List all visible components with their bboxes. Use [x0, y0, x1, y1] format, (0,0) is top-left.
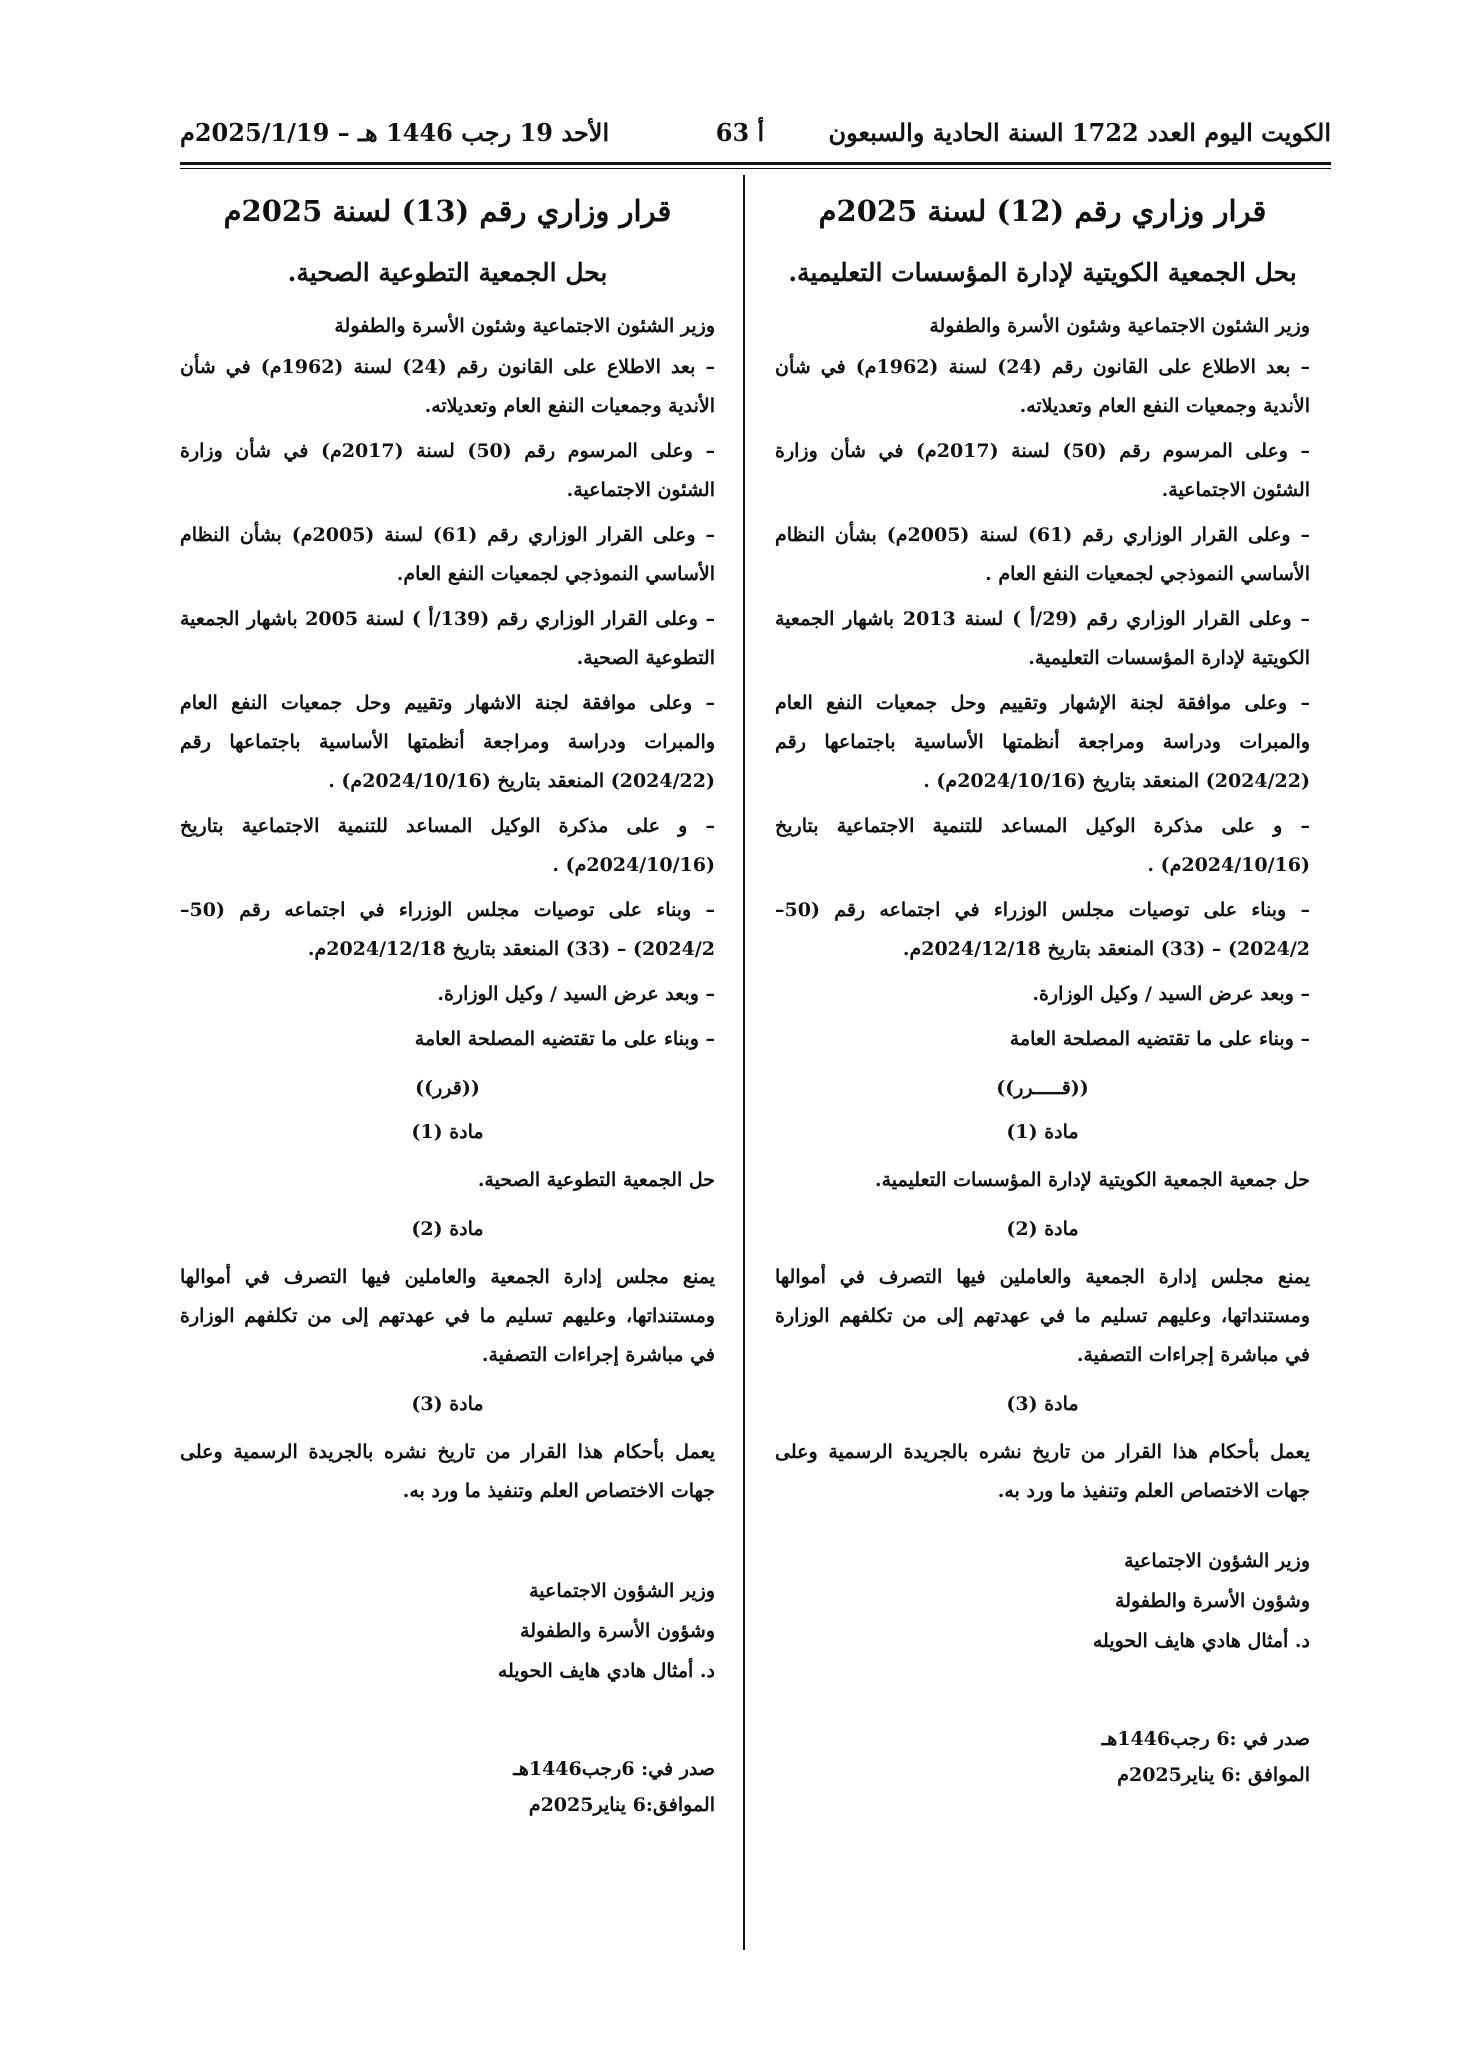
article-3-text: يعمل بأحكام هذا القرار من تاريخ نشره بالجريدة الرسمية وعلى جهات الاختصاص العلم وتنفيذ ما ورد به.: [180, 1441, 715, 1502]
article-3-title: مادة (3): [411, 1393, 484, 1415]
article-2-text: يمنع مجلس إدارة الجمعية والعاملين فيها التصرف في أموالها ومستنداتها، وعليهم تسليم ما في عهدتهم إلى من تكلفهم الوزارة في مباشرة إجراءات التصفية.: [180, 1266, 715, 1366]
issued-date: صدر في :6 رجب1446هـ: [1101, 1728, 1310, 1750]
minister-intro: وزير الشئون الاجتماعية وشئون الأسرة والطفولة: [929, 315, 1310, 337]
preamble-item: – وبناء على ما تقتضيه المصلحة العامة: [414, 1028, 715, 1050]
corresponding-date: الموافق :6 يناير2025م: [1117, 1764, 1310, 1786]
article-1-text: حل الجمعية التطوعية الصحية.: [477, 1169, 715, 1191]
signature-name: د. أمثال هادي هايف الحويله: [497, 1660, 715, 1682]
signature-line: وشؤون الأسرة والطفولة: [1115, 1590, 1310, 1612]
decided-heading: ((قرر)): [415, 1077, 480, 1099]
decision-12-column: [775, 190, 1310, 1793]
header-issue-info: الكويت اليوم العدد 1722 السنة الحادية والسبعون: [828, 118, 1331, 147]
decision-subtitle: بحل الجمعية التطوعية الصحية.: [287, 258, 608, 287]
preamble-item: – و على مذكرة الوكيل المساعد للتنمية الاجتماعية بتاريخ (2024/10/16م) .: [180, 815, 715, 876]
preamble-item: – بعد الاطلاع على القانون رقم (24) لسنة (1962م) في شأن الأندية وجمعيات النفع العام وتعديلاته.: [180, 356, 715, 417]
article-3-text: يعمل بأحكام هذا القرار من تاريخ نشره بالجريدة الرسمية وعلى جهات الاختصاص العلم وتنفيذ ما ورد به.: [775, 1441, 1310, 1502]
preamble-item: – وعلى القرار الوزاري رقم (139/أ ) لسنة 2005 باشهار الجمعية التطوعية الصحية.: [180, 608, 715, 669]
preamble-item: – بعد الاطلاع على القانون رقم (24) لسنة (1962م) في شأن الأندية وجمعيات النفع العام وتعديلاته.: [775, 356, 1310, 417]
decision-title: قرار وزاري رقم (12) لسنة 2025م: [818, 194, 1267, 228]
header-date: الأحد 19 رجب 1446 هـ – 2025/1/19م: [180, 118, 610, 147]
preamble-item: – وعلى المرسوم رقم (50) لسنة (2017م) في شأن وزارة الشئون الاجتماعية.: [775, 440, 1310, 501]
article-2-text: يمنع مجلس إدارة الجمعية والعاملين فيها التصرف في أموالها ومستنداتها، وعليهم تسليم ما في عهدتهم إلى من تكلفهم الوزارة في مباشرة إجراءات التصفية.: [775, 1266, 1310, 1366]
preamble-item: – و على مذكرة الوكيل المساعد للتنمية الاجتماعية بتاريخ (2024/10/16م) .: [775, 815, 1310, 876]
signature-line: وزير الشؤون الاجتماعية: [529, 1580, 715, 1602]
header-rule-thick: [180, 162, 1331, 165]
decision-title: قرار وزاري رقم (13) لسنة 2025م: [223, 194, 672, 228]
preamble-item: – وعلى موافقة لجنة الاشهار وتقييم وحل جمعيات النفع العام والمبرات ودراسة ومراجعة أنظمتها الأساسية باجتماعها رقم (2024/22) المنعقد بتاريخ (2024/10/16م) .: [180, 692, 715, 792]
preamble-item: – وبعد عرض السيد / وكيل الوزارة.: [437, 983, 715, 1005]
header-rule-thin: [180, 168, 1331, 169]
preamble-item: – وعلى القرار الوزاري رقم (61) لسنة (2005م) بشأن النظام الأساسي النموذجي لجمعيات النفع العام .: [775, 524, 1311, 585]
preamble-item: – وعلى المرسوم رقم (50) لسنة (2017م) في شأن وزارة الشئون الاجتماعية.: [180, 440, 715, 501]
decision-13-column: [180, 190, 715, 1823]
minister-intro: وزير الشئون الاجتماعية وشئون الأسرة والطفولة: [334, 315, 715, 337]
preamble-item: – وعلى القرار الوزاري رقم (61) لسنة (2005م) بشأن النظام الأساسي النموذجي لجمعيات النفع العام.: [180, 524, 716, 585]
article-1-text: حل جمعية الجمعية الكويتية لإدارة المؤسسات التعليمية.: [875, 1169, 1310, 1191]
preamble-item: – وعلى موافقة لجنة الإشهار وتقييم وحل جمعيات النفع العام والمبرات ودراسة ومراجعة أنظمتها الأساسية باجتماعها رقم (2024/22) المنعقد بتاريخ (2024/10/16م) .: [775, 692, 1310, 792]
article-1-title: مادة (1): [1006, 1121, 1079, 1143]
decision-subtitle: بحل الجمعية الكويتية لإدارة المؤسسات التعليمية.: [788, 258, 1297, 287]
article-1-title: مادة (1): [411, 1121, 484, 1143]
decided-heading: ((قـــــرر)): [996, 1077, 1089, 1099]
preamble-item: – وبناء على توصيات مجلس الوزراء في اجتماعه رقم (50–2024/2) – (33) المنعقد بتاريخ 2024/12/18م.: [180, 899, 715, 960]
preamble-item: – وبعد عرض السيد / وكيل الوزارة.: [1032, 983, 1310, 1005]
column-separator: [743, 175, 745, 1950]
header-page-number: أ 63: [715, 118, 765, 147]
signature-block: [180, 1571, 715, 1691]
article-3-title: مادة (3): [1006, 1393, 1079, 1415]
signature-name: د. أمثال هادي هايف الحويله: [1092, 1630, 1310, 1652]
preamble-item: – وبناء على توصيات مجلس الوزراء في اجتماعه رقم (50–2024/2) – (33) المنعقد بتاريخ 2024/12/18م.: [775, 899, 1310, 960]
signature-line: وشؤون الأسرة والطفولة: [520, 1620, 715, 1642]
signature-block: [775, 1541, 1310, 1661]
issue-date-block: [180, 1751, 715, 1823]
issued-date: صدر في: 6رجب1446هـ: [513, 1758, 715, 1780]
preamble-item: – وبناء على ما تقتضيه المصلحة العامة: [1009, 1028, 1310, 1050]
issue-date-block: [775, 1721, 1310, 1793]
preamble-item: – وعلى القرار الوزاري رقم (29/أ ) لسنة 2013 باشهار الجمعية الكويتية لإدارة المؤسسات التعليمية.: [775, 608, 1310, 669]
corresponding-date: الموافق:6 يناير2025م: [528, 1794, 715, 1816]
article-2-title: مادة (2): [1006, 1218, 1079, 1240]
article-2-title: مادة (2): [411, 1218, 484, 1240]
signature-line: وزير الشؤون الاجتماعية: [1124, 1550, 1310, 1572]
